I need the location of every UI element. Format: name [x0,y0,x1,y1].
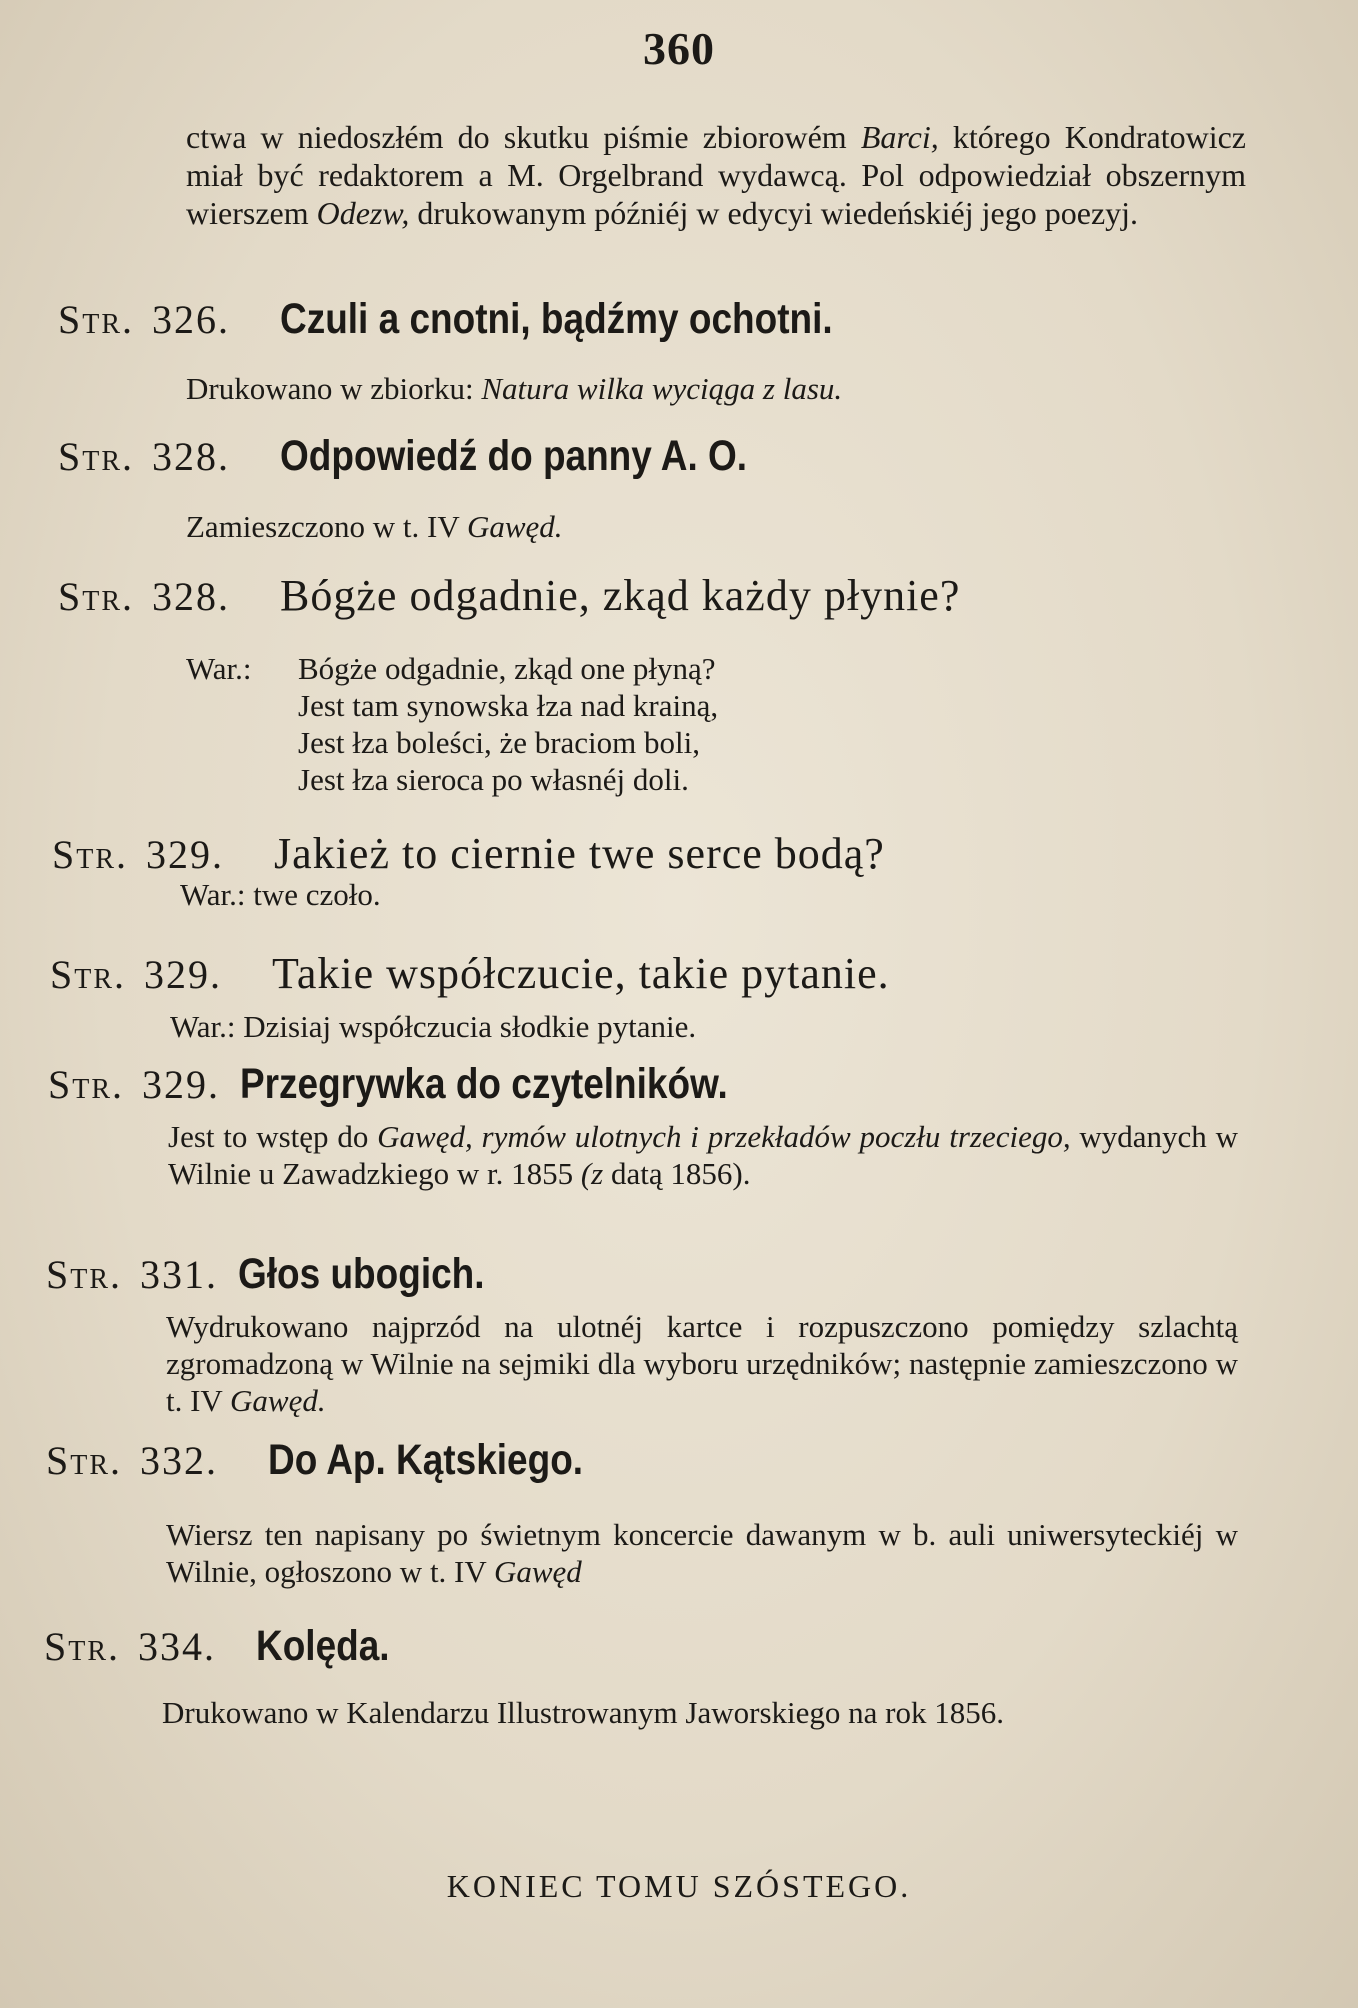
note-text: datą 1856). [603,1156,751,1191]
variant-label: War.: [170,1009,236,1044]
intro-paragraph [186,118,1246,232]
entry-title: Takie współczucie, takie pytanie. [272,949,890,998]
intro-text: którego Kondratowicz miał być redaktorem a M. Orgelbrand wydawcą. Pol odpowiedział obszernym wierszem [186,119,1247,231]
variant-line: Jest łza boleści, że braciom boli, [298,725,701,760]
page-ref: 332. [140,1438,219,1483]
entry-heading [58,295,923,344]
variant-label: War.: [186,651,252,686]
note-text: Drukowano w Kalendarzu Illustrowanym Jaworskiego na rok 1856. [162,1695,1004,1730]
page-ref: 334. [138,1624,217,1669]
intro-italic: Odezw, [316,195,410,231]
note-italic: Gawęd. [466,509,563,544]
variant-line: Jest tam synowska łza nad krainą, [298,688,719,723]
entry-heading [44,1622,411,1671]
note-italic: Gawęd [493,1554,582,1589]
str-label: Str. [58,574,135,619]
volume-end-text: KONIEC TOMU SZÓSTEGO. [446,1868,912,1904]
entry-note [186,508,1246,545]
entry-heading [52,828,885,879]
note-italic: Gawęd. [230,1383,326,1418]
variant-line: Bógże odgadnie, zkąd one płyną? [298,651,716,686]
note-text: Wydrukowano najprzód na ulotnéj kartce i rozpuszczono pomiędzy szlachtą zgromadzoną w Wilnie na sejmiki dla wyboru urzędników; następnie zamieszczono w t. IV [166,1309,1238,1418]
note-text: Wiersz ten napisany po świetnym koncercie dawanym w b. auli uniwersyteckiéj w Wilnie, ogłoszono w t. IV [166,1517,1238,1589]
page-ref: 326. [152,297,231,342]
page-ref: 329. [142,1062,221,1107]
entry-heading [50,948,890,999]
intro-text: ctwa w niedoszłém do skutku piśmie zbiorowém [186,119,861,155]
note-italic: (z [580,1156,604,1191]
entry-variant [186,650,1246,798]
variant-text: Dzisiaj współczucia słodkie pytanie. [243,1009,697,1044]
page-ref: 329. [144,952,223,997]
page-ref: 331. [140,1252,219,1297]
entry-heading [46,1436,634,1485]
str-label: Str. [48,1062,125,1107]
entry-variant [170,1008,1230,1045]
entry-note [166,1308,1238,1419]
entry-title: Przegrywka do czytelników. [240,1060,728,1108]
str-label: Str. [46,1252,123,1297]
str-label: Str. [46,1438,123,1483]
str-label: Str. [50,952,127,997]
entry-note [168,1118,1238,1192]
note-italic: Gawęd, rymów ulotnych i przekładów poczłu trzeciego, [377,1119,1071,1154]
entry-title: Odpowiedź do panny A. O. [280,432,748,480]
entry-title: Głos ubogich. [238,1250,485,1298]
str-label: Str. [58,434,135,479]
entry-title: Bógże odgadnie, zkąd każdy płynie? [280,571,961,620]
note-text: Drukowano w zbiorku: [186,371,482,406]
entry-title: Do Ap. Kątskiego. [268,1436,584,1484]
entry-heading [58,432,823,481]
intro-italic: Barci, [860,119,939,155]
entry-heading [58,570,960,621]
str-label: Str. [44,1624,121,1669]
entry-heading [48,1060,807,1109]
note-text: wydanych w Wilnie u Zawadzkiego w r. 1855 [168,1119,1239,1191]
entry-note [166,1516,1238,1590]
variant-text: twe czoło. [253,877,381,912]
entry-title: Czuli a cnotni, bądźmy ochotni. [280,295,833,343]
entry-variant [180,876,1240,913]
note-italic: Natura wilka wyciąga z lasu. [481,371,843,406]
variant-label: War.: [180,877,246,912]
entry-note [162,1694,1238,1731]
note-text: Zamieszczono w t. IV [186,509,467,544]
page-ref: 329. [146,832,225,877]
entry-title: Jakież to ciernie twe serce bodą? [274,829,885,878]
page-ref: 328. [152,434,231,479]
intro-text: drukowanym późniéj w edycyi wiedeńskiéj jego poezyj. [409,195,1139,231]
note-text: Jest to wstęp do [168,1119,378,1154]
page-number: 360 [643,23,715,74]
entry-note [186,370,1246,407]
entry-title: Kolęda. [256,1622,390,1670]
variant-line: Jest łza sieroca po własnéj doli. [298,762,689,797]
str-label: Str. [58,297,135,342]
page-ref: 328. [152,574,231,619]
entry-heading [46,1250,525,1299]
str-label: Str. [52,832,129,877]
